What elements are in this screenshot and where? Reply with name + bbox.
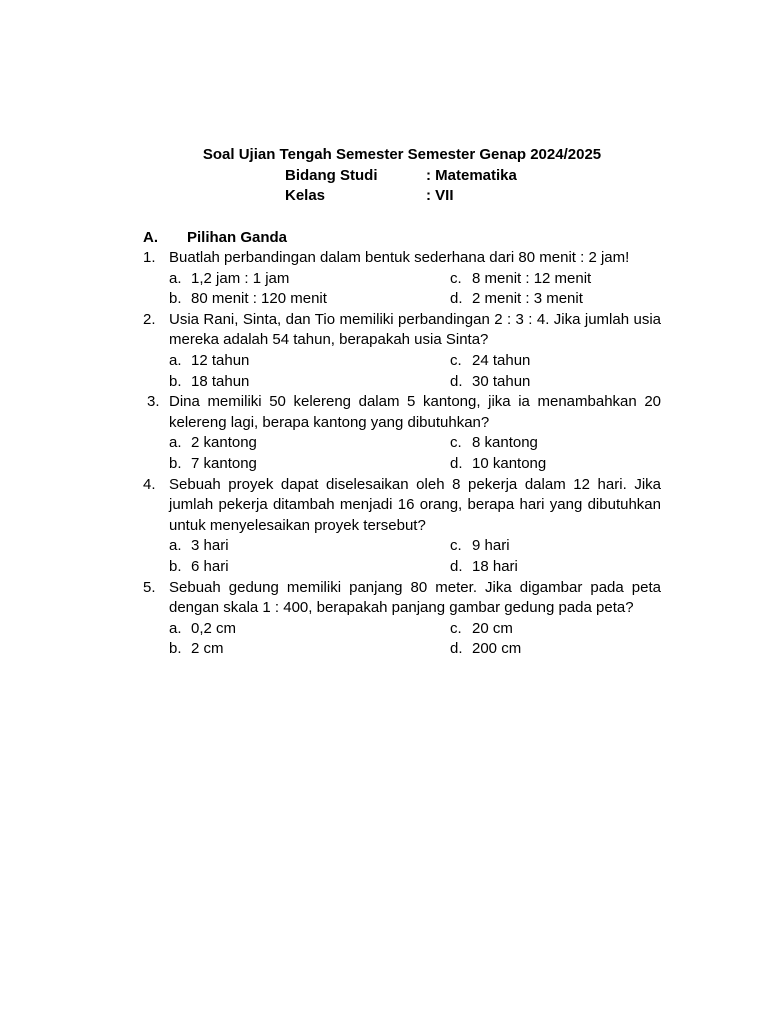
option-letter: d. bbox=[450, 372, 463, 390]
option-text: 6 hari bbox=[191, 557, 229, 575]
answer-option bbox=[450, 454, 661, 475]
option-letter: b. bbox=[169, 557, 182, 575]
answer-options bbox=[169, 433, 661, 474]
meta-value: : Matematika bbox=[426, 166, 517, 184]
answer-option bbox=[450, 269, 661, 290]
answer-option bbox=[169, 372, 450, 393]
document-title: Soal Ujian Tengah Semester Semester Genap 2024/2025 bbox=[202, 146, 602, 163]
answer-option bbox=[450, 372, 661, 393]
option-letter: d. bbox=[450, 640, 463, 658]
option-letter: a. bbox=[169, 351, 182, 369]
option-text: 24 tahun bbox=[472, 351, 531, 369]
section-title: Pilihan Ganda bbox=[187, 229, 288, 246]
answer-option bbox=[169, 351, 450, 372]
option-letter: b. bbox=[169, 372, 182, 390]
meta-label: Bidang Studi bbox=[285, 166, 378, 184]
question-list bbox=[143, 248, 661, 660]
option-letter: d. bbox=[450, 290, 463, 308]
option-text: 18 tahun bbox=[191, 372, 250, 390]
option-text: 8 kantong bbox=[472, 434, 538, 452]
option-letter: c. bbox=[450, 537, 462, 555]
question-number: 3. bbox=[147, 393, 160, 411]
answer-option bbox=[450, 433, 661, 454]
answer-option bbox=[169, 269, 450, 290]
option-text: 7 kantong bbox=[191, 454, 257, 472]
answer-option bbox=[169, 557, 450, 578]
option-text: 0,2 cm bbox=[191, 619, 237, 637]
answer-option bbox=[169, 639, 450, 660]
option-text: 30 tahun bbox=[472, 372, 531, 390]
option-letter: a. bbox=[169, 537, 182, 555]
question-item bbox=[143, 248, 661, 310]
option-letter: c. bbox=[450, 619, 462, 637]
option-text: 10 kantong bbox=[472, 454, 547, 472]
question-text: Dina memiliki 50 kelereng dalam 5 kantong, jika ia menambahkan 20 kelereng lagi, berapa kantong yang dibutuhkan? bbox=[169, 393, 661, 431]
option-letter: d. bbox=[450, 557, 463, 575]
option-text: 18 hari bbox=[472, 557, 518, 575]
option-text: 1,2 jam : 1 jam bbox=[191, 269, 290, 287]
answer-options bbox=[169, 619, 661, 660]
question-text: Buatlah perbandingan dalam bentuk sederhana dari 80 menit : 2 jam! bbox=[169, 249, 630, 266]
option-letter: a. bbox=[169, 269, 182, 287]
question-text: Sebuah proyek dapat diselesaikan oleh 8 pekerja dalam 12 hari. Jika jumlah pekerja ditambah menjadi 16 orang, berapa hari yang dibutuhkan untuk menyelesaikan proyek tersebut? bbox=[169, 475, 661, 534]
option-text: 20 cm bbox=[472, 619, 513, 637]
answer-option bbox=[169, 454, 450, 475]
answer-option bbox=[450, 557, 661, 578]
option-letter: d. bbox=[450, 454, 463, 472]
meta-row-subject bbox=[285, 166, 517, 187]
question-text: Usia Rani, Sinta, dan Tio memiliki perbandingan 2 : 3 : 4. Jika jumlah usia mereka adalah 54 tahun, berapakah usia Sinta? bbox=[169, 310, 661, 349]
option-letter: b. bbox=[169, 454, 182, 472]
question-text: Sebuah gedung memiliki panjang 80 meter. Jika digambar pada peta dengan skala 1 : 400, berapakah panjang gambar gedung pada peta? bbox=[169, 578, 661, 617]
option-letter: c. bbox=[450, 434, 462, 452]
answer-options bbox=[169, 269, 661, 310]
option-text: 2 kantong bbox=[191, 434, 257, 452]
question-number: 5. bbox=[143, 578, 156, 596]
section-heading bbox=[143, 228, 287, 249]
answer-option bbox=[169, 619, 450, 640]
answer-option bbox=[450, 639, 661, 660]
option-text: 2 cm bbox=[191, 640, 224, 658]
answer-option bbox=[169, 433, 450, 454]
option-letter: b. bbox=[169, 640, 182, 658]
question-number: 2. bbox=[143, 310, 156, 328]
option-letter: c. bbox=[450, 269, 462, 287]
answer-option bbox=[169, 289, 450, 310]
option-text: 12 tahun bbox=[191, 351, 250, 369]
answer-option bbox=[169, 536, 450, 557]
answer-option bbox=[450, 289, 661, 310]
meta-row-class bbox=[285, 186, 454, 207]
question-number: 1. bbox=[143, 249, 156, 266]
option-text: 9 hari bbox=[472, 537, 510, 555]
answer-options bbox=[169, 351, 661, 392]
option-text: 2 menit : 3 menit bbox=[472, 290, 583, 308]
question-item bbox=[143, 578, 661, 660]
option-text: 80 menit : 120 menit bbox=[191, 290, 327, 308]
question-item bbox=[143, 392, 661, 474]
option-letter: a. bbox=[169, 619, 182, 637]
option-text: 3 hari bbox=[191, 537, 229, 555]
option-letter: b. bbox=[169, 290, 182, 308]
option-letter: a. bbox=[169, 434, 182, 452]
meta-label: Kelas bbox=[285, 187, 326, 205]
meta-value: : VII bbox=[426, 187, 454, 205]
question-item bbox=[143, 475, 661, 578]
answer-option bbox=[450, 351, 661, 372]
answer-option bbox=[450, 619, 661, 640]
question-item bbox=[143, 310, 661, 392]
answer-option bbox=[450, 536, 661, 557]
section-letter: A. bbox=[143, 229, 158, 246]
option-text: 200 cm bbox=[472, 640, 522, 658]
answer-options bbox=[169, 536, 661, 577]
option-text: 8 menit : 12 menit bbox=[472, 269, 592, 287]
option-letter: c. bbox=[450, 351, 462, 369]
question-number: 4. bbox=[143, 475, 156, 493]
